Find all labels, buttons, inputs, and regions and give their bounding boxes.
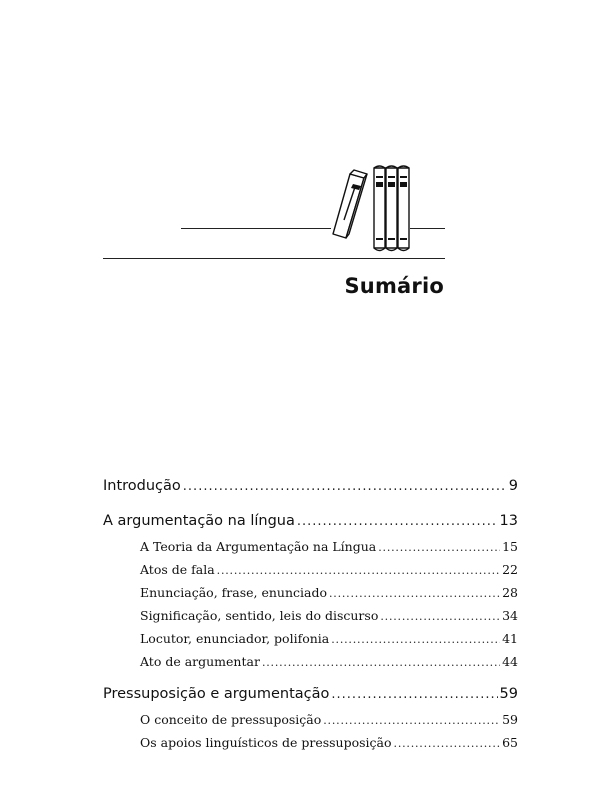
toc-chapter-pressuposicao[interactable]	[103, 686, 518, 708]
toc-section-label: Ato de argumentar	[140, 654, 260, 669]
toc-section[interactable]	[140, 650, 518, 673]
toc-page-number: 34	[502, 608, 518, 623]
toc-page-number: 59	[502, 712, 518, 727]
toc-section[interactable]	[140, 731, 518, 754]
toc-section-label: Os apoios linguísticos de pressuposição	[140, 735, 392, 750]
shelf-rule-left	[181, 228, 331, 229]
toc-section-label: Enunciação, frase, enunciado	[140, 585, 327, 600]
toc-page-number: 28	[502, 585, 518, 600]
dot-leader	[331, 628, 500, 651]
toc-chapter-introducao[interactable]	[103, 478, 518, 500]
toc-page-number: 65	[502, 735, 518, 750]
dot-leader	[217, 559, 500, 582]
toc-section[interactable]	[140, 558, 518, 581]
dot-leader	[329, 582, 500, 605]
toc-page-number: 22	[502, 562, 518, 577]
toc-section-label: Atos de fala	[140, 562, 215, 577]
toc-section[interactable]	[140, 627, 518, 650]
dot-leader	[323, 709, 500, 732]
table-of-contents	[103, 478, 518, 754]
toc-chapter-label: Introdução	[103, 478, 181, 494]
dot-leader	[331, 687, 497, 702]
toc-section[interactable]	[140, 535, 518, 558]
dot-leader	[378, 536, 500, 559]
dot-leader	[394, 732, 501, 755]
toc-section[interactable]	[140, 708, 518, 731]
toc-section[interactable]	[140, 581, 518, 604]
dot-leader	[380, 605, 500, 628]
toc-page-number: 44	[502, 654, 518, 669]
books-on-shelf-icon	[330, 160, 420, 255]
dot-leader	[297, 514, 498, 529]
toc-chapter-label: A argumentação na língua	[103, 513, 295, 529]
header-divider	[103, 258, 445, 259]
shelf-rule-right	[410, 228, 445, 229]
toc-page-number: 9	[508, 478, 518, 494]
toc-chapter-argumentacao-na-lingua[interactable]	[103, 513, 518, 535]
dot-leader	[183, 479, 507, 494]
toc-chapter-label: Pressuposição e argumentação	[103, 686, 330, 702]
toc-page-number: 59	[499, 686, 518, 702]
toc-page-number: 13	[499, 513, 518, 529]
toc-section-label: Locutor, enunciador, polifonia	[140, 631, 330, 646]
dot-leader	[262, 651, 500, 674]
toc-section-label: O conceito de pressuposição	[140, 712, 322, 727]
toc-section[interactable]	[140, 604, 518, 627]
page-title: Sumário	[344, 274, 444, 298]
toc-page-number: 41	[502, 631, 518, 646]
toc-section-label: A Teoria da Argumentação na Língua	[140, 539, 377, 554]
toc-page-number: 15	[502, 539, 518, 554]
toc-section-label: Significação, sentido, leis do discurso	[140, 608, 379, 623]
